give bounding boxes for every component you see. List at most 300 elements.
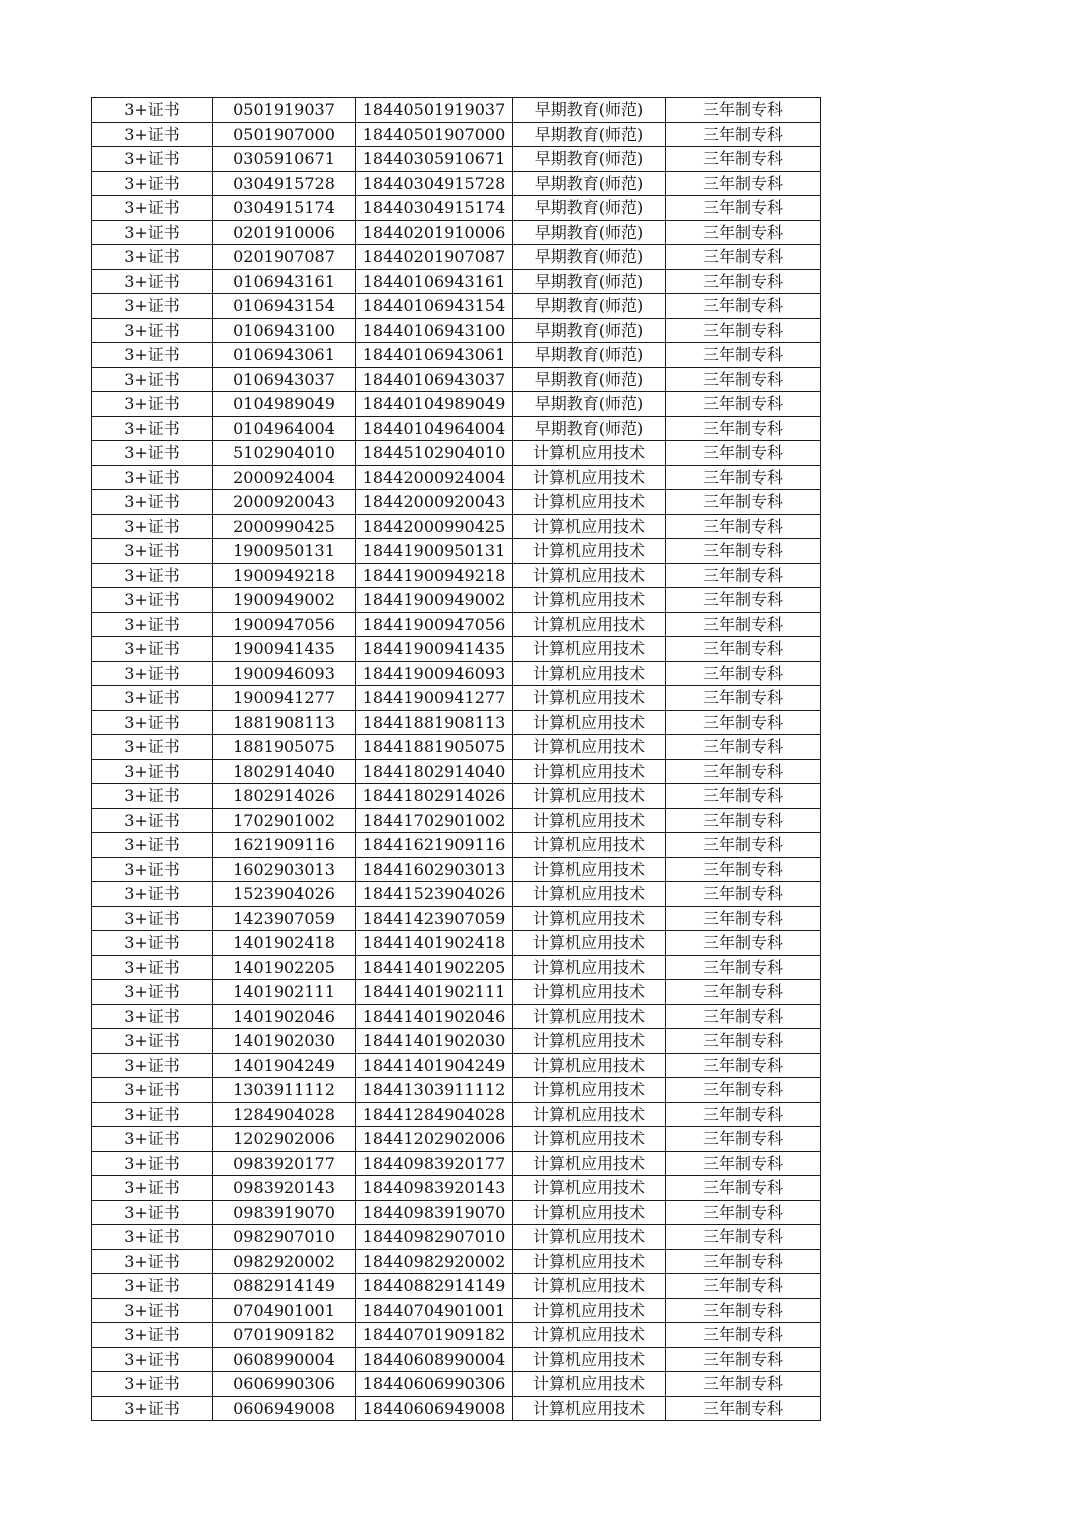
major-cell: 计算机应用技术 bbox=[513, 1298, 666, 1323]
program-type-cell: 三年制专科 bbox=[666, 1078, 821, 1103]
program-type-cell: 三年制专科 bbox=[666, 1200, 821, 1225]
candidate-number-cell: 18441900941435 bbox=[356, 637, 513, 662]
major-cell: 计算机应用技术 bbox=[513, 980, 666, 1005]
major-cell: 计算机应用技术 bbox=[513, 1323, 666, 1348]
candidate-number-cell: 18440983920177 bbox=[356, 1151, 513, 1176]
major-cell: 早期教育(师范) bbox=[513, 269, 666, 294]
program-type-cell: 三年制专科 bbox=[666, 490, 821, 515]
category-cell: 3+证书 bbox=[92, 514, 213, 539]
category-cell: 3+证书 bbox=[92, 1053, 213, 1078]
table-row bbox=[92, 269, 821, 294]
program-type-cell: 三年制专科 bbox=[666, 882, 821, 907]
major-cell: 计算机应用技术 bbox=[513, 514, 666, 539]
table-row bbox=[92, 196, 821, 221]
exam-number-cell: 0606949008 bbox=[213, 1396, 356, 1421]
table-row bbox=[92, 1078, 821, 1103]
exam-number-cell: 0201910006 bbox=[213, 220, 356, 245]
category-cell: 3+证书 bbox=[92, 269, 213, 294]
exam-number-cell: 0304915174 bbox=[213, 196, 356, 221]
table-row bbox=[92, 416, 821, 441]
exam-number-cell: 5102904010 bbox=[213, 441, 356, 466]
table-row bbox=[92, 441, 821, 466]
exam-number-cell: 1900941435 bbox=[213, 637, 356, 662]
category-cell: 3+证书 bbox=[92, 686, 213, 711]
program-type-cell: 三年制专科 bbox=[666, 245, 821, 270]
major-cell: 早期教育(师范) bbox=[513, 343, 666, 368]
category-cell: 3+证书 bbox=[92, 196, 213, 221]
program-type-cell: 三年制专科 bbox=[666, 269, 821, 294]
category-cell: 3+证书 bbox=[92, 612, 213, 637]
major-cell: 早期教育(师范) bbox=[513, 245, 666, 270]
category-cell: 3+证书 bbox=[92, 588, 213, 613]
exam-number-cell: 0106943100 bbox=[213, 318, 356, 343]
table-body bbox=[92, 98, 821, 1421]
category-cell: 3+证书 bbox=[92, 539, 213, 564]
category-cell: 3+证书 bbox=[92, 1078, 213, 1103]
exam-number-cell: 0982920002 bbox=[213, 1249, 356, 1274]
program-type-cell: 三年制专科 bbox=[666, 833, 821, 858]
program-type-cell: 三年制专科 bbox=[666, 1053, 821, 1078]
table-row bbox=[92, 392, 821, 417]
candidate-number-cell: 18440982907010 bbox=[356, 1225, 513, 1250]
exam-number-cell: 0304915728 bbox=[213, 171, 356, 196]
program-type-cell: 三年制专科 bbox=[666, 1323, 821, 1348]
program-type-cell: 三年制专科 bbox=[666, 906, 821, 931]
table-row bbox=[92, 1249, 821, 1274]
candidate-number-cell: 18440501919037 bbox=[356, 98, 513, 123]
exam-number-cell: 0106943061 bbox=[213, 343, 356, 368]
category-cell: 3+证书 bbox=[92, 980, 213, 1005]
major-cell: 计算机应用技术 bbox=[513, 906, 666, 931]
category-cell: 3+证书 bbox=[92, 245, 213, 270]
program-type-cell: 三年制专科 bbox=[666, 612, 821, 637]
program-type-cell: 三年制专科 bbox=[666, 514, 821, 539]
major-cell: 计算机应用技术 bbox=[513, 882, 666, 907]
category-cell: 3+证书 bbox=[92, 857, 213, 882]
exam-number-cell: 2000924004 bbox=[213, 465, 356, 490]
exam-number-cell: 0983919070 bbox=[213, 1200, 356, 1225]
candidate-number-cell: 18441621909116 bbox=[356, 833, 513, 858]
program-type-cell: 三年制专科 bbox=[666, 661, 821, 686]
exam-number-cell: 1621909116 bbox=[213, 833, 356, 858]
major-cell: 计算机应用技术 bbox=[513, 441, 666, 466]
major-cell: 计算机应用技术 bbox=[513, 661, 666, 686]
major-cell: 计算机应用技术 bbox=[513, 1347, 666, 1372]
program-type-cell: 三年制专科 bbox=[666, 343, 821, 368]
category-cell: 3+证书 bbox=[92, 171, 213, 196]
major-cell: 早期教育(师范) bbox=[513, 318, 666, 343]
major-cell: 计算机应用技术 bbox=[513, 857, 666, 882]
candidate-number-cell: 18441881908113 bbox=[356, 710, 513, 735]
category-cell: 3+证书 bbox=[92, 1396, 213, 1421]
major-cell: 计算机应用技术 bbox=[513, 490, 666, 515]
program-type-cell: 三年制专科 bbox=[666, 98, 821, 123]
candidate-number-cell: 18440201907087 bbox=[356, 245, 513, 270]
major-cell: 计算机应用技术 bbox=[513, 1053, 666, 1078]
candidate-number-cell: 18440982920002 bbox=[356, 1249, 513, 1274]
exam-number-cell: 1881908113 bbox=[213, 710, 356, 735]
category-cell: 3+证书 bbox=[92, 367, 213, 392]
table-row bbox=[92, 147, 821, 172]
program-type-cell: 三年制专科 bbox=[666, 1347, 821, 1372]
candidate-number-cell: 18440701909182 bbox=[356, 1323, 513, 1348]
candidate-number-cell: 18440201910006 bbox=[356, 220, 513, 245]
major-cell: 计算机应用技术 bbox=[513, 735, 666, 760]
program-type-cell: 三年制专科 bbox=[666, 1176, 821, 1201]
exam-number-cell: 1284904028 bbox=[213, 1102, 356, 1127]
major-cell: 早期教育(师范) bbox=[513, 122, 666, 147]
candidate-number-cell: 18441303911112 bbox=[356, 1078, 513, 1103]
major-cell: 计算机应用技术 bbox=[513, 1372, 666, 1397]
candidate-number-cell: 18440983920143 bbox=[356, 1176, 513, 1201]
candidate-number-cell: 18441900950131 bbox=[356, 539, 513, 564]
candidate-number-cell: 18440106943161 bbox=[356, 269, 513, 294]
program-type-cell: 三年制专科 bbox=[666, 1274, 821, 1299]
exam-number-cell: 1900946093 bbox=[213, 661, 356, 686]
major-cell: 计算机应用技术 bbox=[513, 1102, 666, 1127]
exam-number-cell: 1401904249 bbox=[213, 1053, 356, 1078]
program-type-cell: 三年制专科 bbox=[666, 857, 821, 882]
exam-number-cell: 0608990004 bbox=[213, 1347, 356, 1372]
major-cell: 计算机应用技术 bbox=[513, 1249, 666, 1274]
table-row bbox=[92, 490, 821, 515]
major-cell: 计算机应用技术 bbox=[513, 1127, 666, 1152]
table-row bbox=[92, 955, 821, 980]
program-type-cell: 三年制专科 bbox=[666, 1249, 821, 1274]
program-type-cell: 三年制专科 bbox=[666, 1127, 821, 1152]
major-cell: 计算机应用技术 bbox=[513, 1225, 666, 1250]
table-row bbox=[92, 588, 821, 613]
major-cell: 计算机应用技术 bbox=[513, 1004, 666, 1029]
major-cell: 计算机应用技术 bbox=[513, 1151, 666, 1176]
category-cell: 3+证书 bbox=[92, 882, 213, 907]
table-row bbox=[92, 367, 821, 392]
category-cell: 3+证书 bbox=[92, 1004, 213, 1029]
program-type-cell: 三年制专科 bbox=[666, 1225, 821, 1250]
category-cell: 3+证书 bbox=[92, 122, 213, 147]
candidate-number-cell: 18441401904249 bbox=[356, 1053, 513, 1078]
program-type-cell: 三年制专科 bbox=[666, 294, 821, 319]
program-type-cell: 三年制专科 bbox=[666, 122, 821, 147]
table-row bbox=[92, 514, 821, 539]
exam-number-cell: 0106943161 bbox=[213, 269, 356, 294]
candidate-number-cell: 18440304915174 bbox=[356, 196, 513, 221]
major-cell: 早期教育(师范) bbox=[513, 220, 666, 245]
major-cell: 计算机应用技术 bbox=[513, 637, 666, 662]
exam-number-cell: 0106943154 bbox=[213, 294, 356, 319]
category-cell: 3+证书 bbox=[92, 392, 213, 417]
table-row bbox=[92, 1200, 821, 1225]
table-row bbox=[92, 563, 821, 588]
exam-number-cell: 1401902111 bbox=[213, 980, 356, 1005]
program-type-cell: 三年制专科 bbox=[666, 539, 821, 564]
category-cell: 3+证书 bbox=[92, 784, 213, 809]
major-cell: 早期教育(师范) bbox=[513, 196, 666, 221]
category-cell: 3+证书 bbox=[92, 1372, 213, 1397]
exam-number-cell: 0104989049 bbox=[213, 392, 356, 417]
category-cell: 3+证书 bbox=[92, 294, 213, 319]
major-cell: 计算机应用技术 bbox=[513, 563, 666, 588]
major-cell: 计算机应用技术 bbox=[513, 1274, 666, 1299]
table-row bbox=[92, 1102, 821, 1127]
table-row bbox=[92, 1396, 821, 1421]
table-row bbox=[92, 318, 821, 343]
category-cell: 3+证书 bbox=[92, 759, 213, 784]
category-cell: 3+证书 bbox=[92, 1225, 213, 1250]
exam-number-cell: 0882914149 bbox=[213, 1274, 356, 1299]
exam-number-cell: 1900949218 bbox=[213, 563, 356, 588]
program-type-cell: 三年制专科 bbox=[666, 441, 821, 466]
category-cell: 3+证书 bbox=[92, 490, 213, 515]
exam-number-cell: 1202902006 bbox=[213, 1127, 356, 1152]
exam-number-cell: 1423907059 bbox=[213, 906, 356, 931]
category-cell: 3+证书 bbox=[92, 1102, 213, 1127]
exam-number-cell: 0305910671 bbox=[213, 147, 356, 172]
major-cell: 计算机应用技术 bbox=[513, 612, 666, 637]
program-type-cell: 三年制专科 bbox=[666, 1396, 821, 1421]
candidate-number-cell: 18440106943061 bbox=[356, 343, 513, 368]
major-cell: 计算机应用技术 bbox=[513, 808, 666, 833]
major-cell: 计算机应用技术 bbox=[513, 1029, 666, 1054]
program-type-cell: 三年制专科 bbox=[666, 147, 821, 172]
program-type-cell: 三年制专科 bbox=[666, 220, 821, 245]
exam-number-cell: 0606990306 bbox=[213, 1372, 356, 1397]
program-type-cell: 三年制专科 bbox=[666, 710, 821, 735]
table-row bbox=[92, 1176, 821, 1201]
program-type-cell: 三年制专科 bbox=[666, 392, 821, 417]
candidate-number-cell: 18445102904010 bbox=[356, 441, 513, 466]
major-cell: 早期教育(师范) bbox=[513, 171, 666, 196]
candidate-number-cell: 18441423907059 bbox=[356, 906, 513, 931]
major-cell: 早期教育(师范) bbox=[513, 392, 666, 417]
category-cell: 3+证书 bbox=[92, 220, 213, 245]
category-cell: 3+证书 bbox=[92, 318, 213, 343]
major-cell: 计算机应用技术 bbox=[513, 955, 666, 980]
table-row bbox=[92, 465, 821, 490]
category-cell: 3+证书 bbox=[92, 637, 213, 662]
candidate-number-cell: 18441900949002 bbox=[356, 588, 513, 613]
program-type-cell: 三年制专科 bbox=[666, 1298, 821, 1323]
exam-number-cell: 0201907087 bbox=[213, 245, 356, 270]
candidate-number-cell: 18440104964004 bbox=[356, 416, 513, 441]
program-type-cell: 三年制专科 bbox=[666, 637, 821, 662]
major-cell: 计算机应用技术 bbox=[513, 465, 666, 490]
table-row bbox=[92, 833, 821, 858]
exam-number-cell: 1802914040 bbox=[213, 759, 356, 784]
candidate-number-cell: 18441401902111 bbox=[356, 980, 513, 1005]
category-cell: 3+证书 bbox=[92, 735, 213, 760]
program-type-cell: 三年制专科 bbox=[666, 931, 821, 956]
program-type-cell: 三年制专科 bbox=[666, 563, 821, 588]
exam-number-cell: 1401902030 bbox=[213, 1029, 356, 1054]
table-row bbox=[92, 1225, 821, 1250]
exam-number-cell: 1602903013 bbox=[213, 857, 356, 882]
candidate-number-cell: 18442000920043 bbox=[356, 490, 513, 515]
major-cell: 早期教育(师范) bbox=[513, 367, 666, 392]
program-type-cell: 三年制专科 bbox=[666, 318, 821, 343]
major-cell: 计算机应用技术 bbox=[513, 686, 666, 711]
category-cell: 3+证书 bbox=[92, 1298, 213, 1323]
table-row bbox=[92, 1274, 821, 1299]
major-cell: 早期教育(师范) bbox=[513, 294, 666, 319]
exam-number-cell: 0104964004 bbox=[213, 416, 356, 441]
exam-number-cell: 0701909182 bbox=[213, 1323, 356, 1348]
table-row bbox=[92, 1347, 821, 1372]
exam-number-cell: 1401902205 bbox=[213, 955, 356, 980]
program-type-cell: 三年制专科 bbox=[666, 759, 821, 784]
candidate-number-cell: 18441900947056 bbox=[356, 612, 513, 637]
table-row bbox=[92, 637, 821, 662]
candidate-number-cell: 18441900941277 bbox=[356, 686, 513, 711]
table-row bbox=[92, 294, 821, 319]
exam-number-cell: 1900947056 bbox=[213, 612, 356, 637]
program-type-cell: 三年制专科 bbox=[666, 1151, 821, 1176]
exam-number-cell: 1401902046 bbox=[213, 1004, 356, 1029]
program-type-cell: 三年制专科 bbox=[666, 808, 821, 833]
category-cell: 3+证书 bbox=[92, 1029, 213, 1054]
candidate-number-cell: 18440704901001 bbox=[356, 1298, 513, 1323]
program-type-cell: 三年制专科 bbox=[666, 588, 821, 613]
table-row bbox=[92, 245, 821, 270]
exam-number-cell: 1881905075 bbox=[213, 735, 356, 760]
major-cell: 早期教育(师范) bbox=[513, 147, 666, 172]
table-row bbox=[92, 1029, 821, 1054]
program-type-cell: 三年制专科 bbox=[666, 980, 821, 1005]
table-row bbox=[92, 343, 821, 368]
program-type-cell: 三年制专科 bbox=[666, 1029, 821, 1054]
exam-number-cell: 0982907010 bbox=[213, 1225, 356, 1250]
major-cell: 计算机应用技术 bbox=[513, 833, 666, 858]
program-type-cell: 三年制专科 bbox=[666, 784, 821, 809]
table-row bbox=[92, 906, 821, 931]
exam-number-cell: 1900949002 bbox=[213, 588, 356, 613]
program-type-cell: 三年制专科 bbox=[666, 171, 821, 196]
table-row bbox=[92, 171, 821, 196]
major-cell: 计算机应用技术 bbox=[513, 1200, 666, 1225]
candidate-number-cell: 18440608990004 bbox=[356, 1347, 513, 1372]
major-cell: 早期教育(师范) bbox=[513, 98, 666, 123]
exam-number-cell: 0501907000 bbox=[213, 122, 356, 147]
table-row bbox=[92, 980, 821, 1005]
candidate-number-cell: 18440983919070 bbox=[356, 1200, 513, 1225]
exam-number-cell: 1802914026 bbox=[213, 784, 356, 809]
category-cell: 3+证书 bbox=[92, 1200, 213, 1225]
category-cell: 3+证书 bbox=[92, 1249, 213, 1274]
candidate-number-cell: 18440305910671 bbox=[356, 147, 513, 172]
candidate-number-cell: 18441523904026 bbox=[356, 882, 513, 907]
table-row bbox=[92, 710, 821, 735]
table-row bbox=[92, 98, 821, 123]
category-cell: 3+证书 bbox=[92, 710, 213, 735]
category-cell: 3+证书 bbox=[92, 661, 213, 686]
exam-number-cell: 0106943037 bbox=[213, 367, 356, 392]
major-cell: 计算机应用技术 bbox=[513, 784, 666, 809]
category-cell: 3+证书 bbox=[92, 1274, 213, 1299]
table-row bbox=[92, 539, 821, 564]
exam-number-cell: 2000990425 bbox=[213, 514, 356, 539]
category-cell: 3+证书 bbox=[92, 1151, 213, 1176]
candidate-number-cell: 18441802914040 bbox=[356, 759, 513, 784]
category-cell: 3+证书 bbox=[92, 1323, 213, 1348]
category-cell: 3+证书 bbox=[92, 1127, 213, 1152]
table-row bbox=[92, 857, 821, 882]
exam-number-cell: 1401902418 bbox=[213, 931, 356, 956]
candidate-number-cell: 18440606990306 bbox=[356, 1372, 513, 1397]
candidate-number-cell: 18442000924004 bbox=[356, 465, 513, 490]
exam-number-cell: 1303911112 bbox=[213, 1078, 356, 1103]
program-type-cell: 三年制专科 bbox=[666, 686, 821, 711]
category-cell: 3+证书 bbox=[92, 1176, 213, 1201]
exam-number-cell: 1702901002 bbox=[213, 808, 356, 833]
candidate-number-cell: 18441401902205 bbox=[356, 955, 513, 980]
candidate-number-cell: 18440106943100 bbox=[356, 318, 513, 343]
exam-number-cell: 0983920177 bbox=[213, 1151, 356, 1176]
category-cell: 3+证书 bbox=[92, 343, 213, 368]
candidate-number-cell: 18441602903013 bbox=[356, 857, 513, 882]
major-cell: 计算机应用技术 bbox=[513, 1078, 666, 1103]
program-type-cell: 三年制专科 bbox=[666, 1372, 821, 1397]
table-row bbox=[92, 1004, 821, 1029]
candidate-number-cell: 18441900949218 bbox=[356, 563, 513, 588]
table-row bbox=[92, 1323, 821, 1348]
major-cell: 计算机应用技术 bbox=[513, 931, 666, 956]
exam-number-cell: 2000920043 bbox=[213, 490, 356, 515]
major-cell: 计算机应用技术 bbox=[513, 759, 666, 784]
candidate-number-cell: 18441881905075 bbox=[356, 735, 513, 760]
candidate-number-cell: 18441702901002 bbox=[356, 808, 513, 833]
program-type-cell: 三年制专科 bbox=[666, 416, 821, 441]
table-row bbox=[92, 220, 821, 245]
category-cell: 3+证书 bbox=[92, 808, 213, 833]
table-row bbox=[92, 1372, 821, 1397]
major-cell: 计算机应用技术 bbox=[513, 539, 666, 564]
table-row bbox=[92, 735, 821, 760]
table-row bbox=[92, 1127, 821, 1152]
exam-number-cell: 0983920143 bbox=[213, 1176, 356, 1201]
exam-number-cell: 1900941277 bbox=[213, 686, 356, 711]
admission-list-table bbox=[91, 97, 821, 1421]
program-type-cell: 三年制专科 bbox=[666, 1102, 821, 1127]
category-cell: 3+证书 bbox=[92, 833, 213, 858]
table-row bbox=[92, 1298, 821, 1323]
program-type-cell: 三年制专科 bbox=[666, 367, 821, 392]
candidate-number-cell: 18441284904028 bbox=[356, 1102, 513, 1127]
candidate-number-cell: 18441401902030 bbox=[356, 1029, 513, 1054]
candidate-number-cell: 18441202902006 bbox=[356, 1127, 513, 1152]
major-cell: 计算机应用技术 bbox=[513, 1176, 666, 1201]
category-cell: 3+证书 bbox=[92, 563, 213, 588]
candidate-number-cell: 18440882914149 bbox=[356, 1274, 513, 1299]
major-cell: 计算机应用技术 bbox=[513, 588, 666, 613]
table-row bbox=[92, 122, 821, 147]
program-type-cell: 三年制专科 bbox=[666, 1004, 821, 1029]
table-row bbox=[92, 1053, 821, 1078]
table-row bbox=[92, 661, 821, 686]
exam-number-cell: 1900950131 bbox=[213, 539, 356, 564]
candidate-number-cell: 18440104989049 bbox=[356, 392, 513, 417]
program-type-cell: 三年制专科 bbox=[666, 196, 821, 221]
category-cell: 3+证书 bbox=[92, 955, 213, 980]
major-cell: 计算机应用技术 bbox=[513, 1396, 666, 1421]
category-cell: 3+证书 bbox=[92, 98, 213, 123]
program-type-cell: 三年制专科 bbox=[666, 955, 821, 980]
candidate-number-cell: 18440106943154 bbox=[356, 294, 513, 319]
candidate-number-cell: 18440304915728 bbox=[356, 171, 513, 196]
exam-number-cell: 0501919037 bbox=[213, 98, 356, 123]
candidate-number-cell: 18441802914026 bbox=[356, 784, 513, 809]
category-cell: 3+证书 bbox=[92, 147, 213, 172]
table-row bbox=[92, 784, 821, 809]
